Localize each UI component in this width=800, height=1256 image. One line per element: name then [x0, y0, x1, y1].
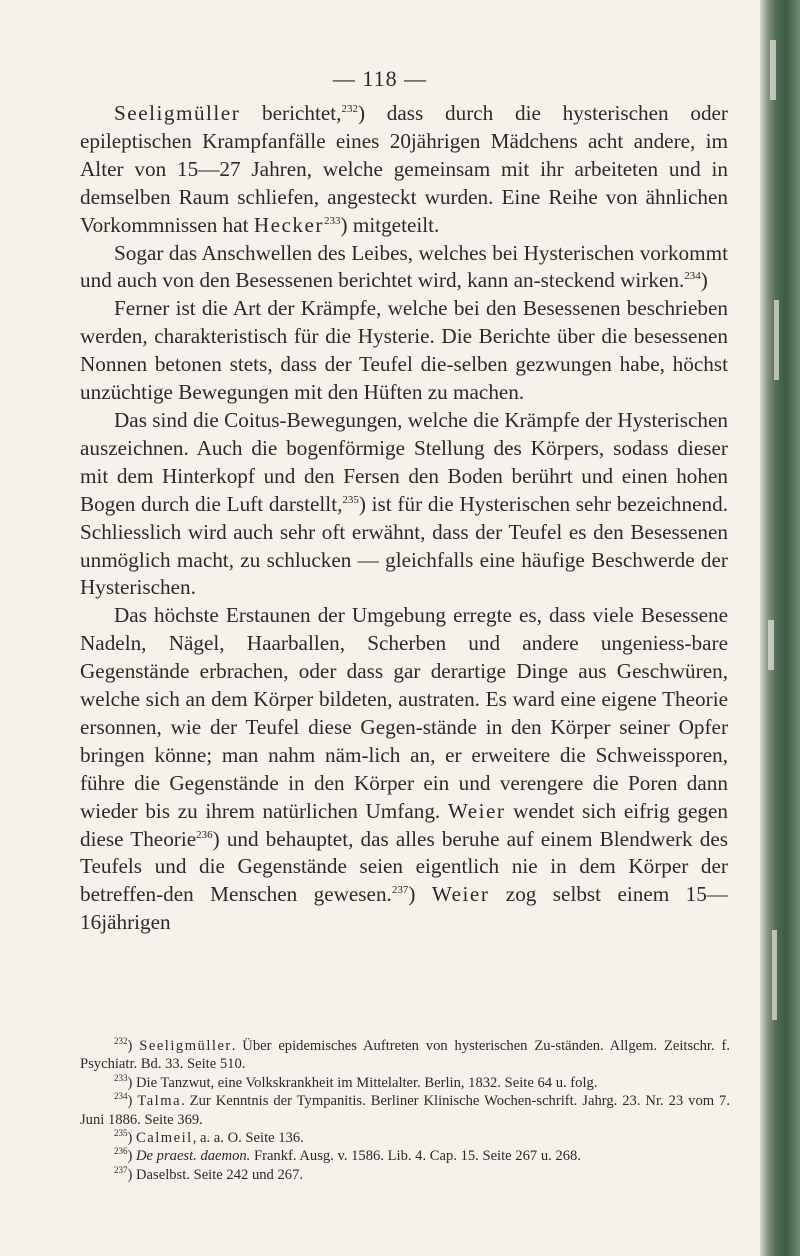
footnote-author: Seeligmüller [139, 1038, 232, 1054]
author-name: Weier [447, 798, 506, 823]
paragraph: Seeligmüller berichtet,$^{232}$) dass durch die hysterischen oder epileptischen Krampfanfälle eines 20jährigen Mädchens acht andere, im Alter von 15—27 Jahren, welche gemeinsam mit ihr arbeiteten und in demselben Raum schliefen, angesteckt wurden. Eine Reihe von ähnlichen Vorkommnissen hat Hecker$^{233}$) mitgeteilt. [80, 101, 728, 237]
footnote-ref: 233 [323, 214, 341, 227]
paragraph: Das höchste Erstaunen der Umgebung erregte es, dass viele Besessene Nadeln, Nägel, Haarballen, Scherben und andere ungeniess-bare Gegenstände erbrachen, oder dass gar derartige Dinge aus Geschwüren, welche sich an dem Körper bildeten, austraten. Es ward eine eigene Theorie ersonnen, wie der Teufel diese Gegen-stände in den Körper seiner Opfer bringen könne; man nahm näm-lich an, er erweitere die Schweissporen, führe die Gegenstände in den Körper ein und verengere die Poren dann wieder bis zu ihrem natürlichen Umfang. Weier wendet sich eifrig gegen diese Theorie$^{236}$) und behauptet, das alles beruhe auf einem Blendwerk des Teufels und die Gegenstände seien eigentlich nie in dem Körper der betreffen-den Menschen gewesen.$^{237}$) Weier zog selbst einem 15—16jährigen [80, 603, 729, 935]
footnote: $^{235}$) Calmeil, a. a. O. Seite 136. [114, 1128, 304, 1147]
footnote-ref: 232 [341, 103, 358, 115]
page-number: — 118 — [332, 66, 428, 91]
author-name: Seeligmüller [114, 101, 241, 125]
footnote-author: Talma [137, 1093, 182, 1110]
footnote: $^{233}$) Die Tanzwut, eine Volkskrankheit im Mittelalter. Berlin, 1832. Seite 64 u. folg. [114, 1072, 598, 1091]
footnote-author: Calmeil [136, 1130, 193, 1147]
footnotes [80, 1037, 730, 1184]
author-name: Hecker [253, 212, 324, 237]
body-text [80, 100, 728, 937]
footnote-ref: 235 [342, 493, 359, 506]
footnote-title: De praest. daemon. [136, 1148, 251, 1165]
footnote-ref: 237 [391, 884, 409, 897]
author-name: Weier [431, 882, 490, 907]
footnote-ref: 234 [684, 270, 701, 283]
paragraph: Das sind die Coitus-Bewegungen, welche die Krämpfe der Hysterischen auszeichnen. Auch die bogenförmige Stellung des Körpers, sodass dieser mit dem Hinterkopf und den Fersen den Boden berührt und einen hohen Bogen durch die Luft darstellt,$^{235}$) ist für die Hysterischen sehr bezeichnend. Schliesslich wird auch sehr oft erwähnt, dass der Teufel es den Besessenen unmöglich macht, zu schlucken — gleichfalls eine häufige Beschwerde der Hysterischen. [80, 407, 729, 600]
footnote: $^{236}$) De praest. daemon. Frankf. Ausg. v. 1586. Lib. 4. Cap. 15. Seite 267 u. 268. [114, 1146, 581, 1165]
footnote: $^{237}$) Daselbst. Seite 242 und 267. [114, 1164, 304, 1183]
paragraph: Sogar das Anschwellen des Leibes, welches bei Hysterischen vorkommt und auch von den Besessenen berichtet wird, kann an-steckend wirken.$^{234}$) [80, 240, 728, 293]
footnote-ref: 236 [196, 828, 213, 841]
footnote: $^{234}$) Talma. Zur Kenntnis der Tympanitis. Berliner Klinische Wochen-schrift. Jahrg. 23. Nr. 23 vom 7. Juni 1886. Seite 369. [80, 1091, 730, 1128]
book-edge [760, 0, 800, 1256]
paragraph: Ferner ist die Art der Krämpfe, welche bei den Besessenen beschrieben werden, charakteristisch für die Hysterie. Die Berichte über die besessenen Nonnen betonen stets, dass der Teufel die-selben gezwungen habe, höchst unzüchtige Bewegungen mit den Hüften zu machen. [80, 296, 728, 405]
footnote: $^{232}$) Seeligmüller. Über epidemisches Auftreten von hysterischen Zu-ständen. Allgem. Zeitschr. f. Psychiatr. Bd. 33. Seite 510. [80, 1036, 730, 1073]
